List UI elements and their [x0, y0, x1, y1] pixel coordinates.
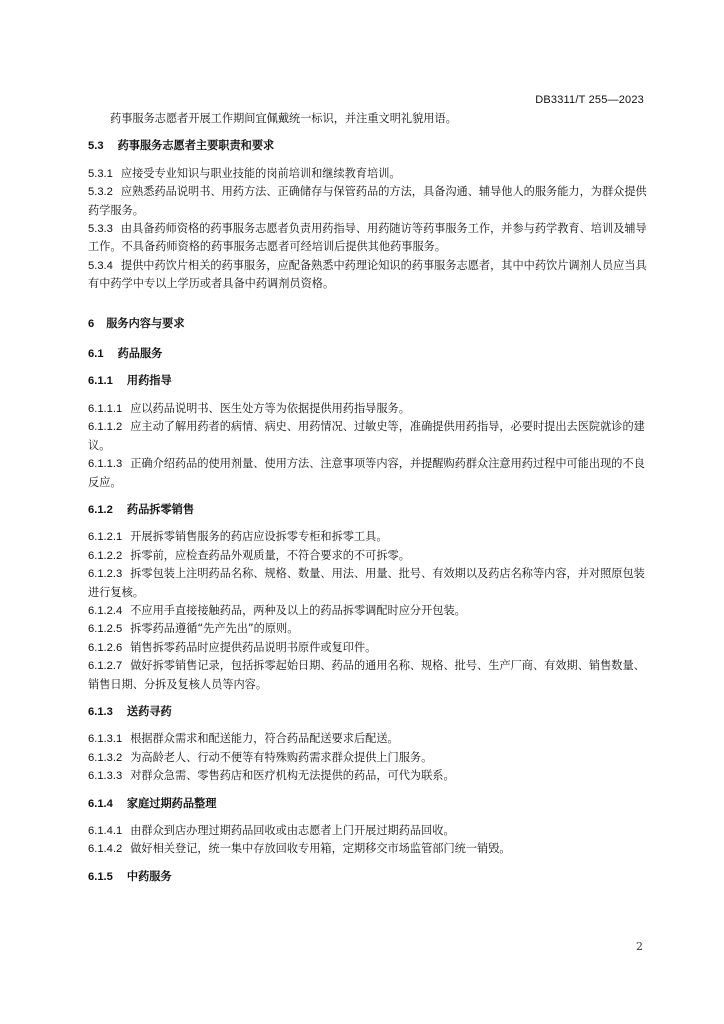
clause-text: 拆零包装上注明药品名称、规格、数量、用法、用量、批号、有效期以及药店名称等内容，并对照原包装进行复核。 [88, 567, 645, 599]
intro-paragraph: 药事服务志愿者开展工作期间宜佩戴统一标识，并注重文明礼貌用语。 [110, 112, 457, 125]
clause-number: 6.1.3.2 [88, 751, 123, 764]
clause-text: 正确介绍药品的使用剂量、使用方法、注意事项等内容，并提醒购药群众注意用药过程中可能出现的不良反应。 [88, 457, 645, 489]
clause-6-1-2-2 [88, 547, 656, 565]
chapter-6-heading [88, 315, 656, 333]
clause-text: 不应用手直接接触药品，两种及以上的药品拆零调配时应分开包装。 [130, 603, 466, 617]
clause-number: 6.1.2.2 [88, 549, 123, 562]
document-body [88, 110, 656, 886]
clause-number: 6.1.2.5 [88, 623, 123, 636]
clause-text: 为高龄老人、行动不便等有特殊购药需求群众提供上门服务。 [130, 750, 433, 764]
clause-5-3-2 [88, 183, 656, 220]
clause-text: 拆零前，应检查药品外观质量，不符合要求的不可拆零。 [130, 548, 410, 562]
clause-number: 6.1.2.4 [88, 604, 123, 617]
clause-text: 应熟悉药品说明书、用药方法、正确储存与保管药品的方法，具备沟通、辅导他人的服务能力，为群众提供药学服务。 [88, 185, 647, 217]
clause-number: 6.1.2.6 [88, 641, 123, 654]
section-6-1-2-heading [88, 501, 656, 519]
section-title: 中药服务 [126, 869, 172, 883]
section-6-1-4-heading [88, 795, 656, 813]
clause-text: 拆零药品遵循“先产先出”的原则。 [130, 622, 299, 636]
clause-number: 5.3.4 [88, 259, 113, 272]
clause-text: 做好拆零销售记录，包括拆零起始日期、药品的通用名称、规格、批号、生产厂商、有效期、销售数量、销售日期、分拆及复核人员等内容。 [88, 659, 645, 691]
section-number: 6.1.3 [88, 705, 113, 718]
clause-number: 6.1.4.2 [88, 843, 123, 856]
clause-text: 做好相关登记，统一集中存放回收专用箱，定期移交市场监管部门统一销毁。 [130, 842, 511, 856]
clause-6-1-2-7 [88, 657, 656, 694]
clause-number: 6.1.2.7 [88, 660, 123, 673]
section-title: 药品服务 [117, 347, 163, 361]
section-number: 5.3 [88, 140, 104, 153]
section-6-1-3-heading [88, 703, 656, 721]
clause-6-1-3-1 [88, 730, 656, 748]
clause-6-1-2-4 [88, 602, 656, 620]
clause-text: 提供中药饮片相关的药事服务，应配备熟悉中药理论知识的药事服务志愿者，其中中药饮片调剂人员应当具有中药学中专以上学历或者具备中药调剂员资格。 [88, 258, 647, 291]
section-6-1-5-heading [88, 868, 656, 886]
clause-6-1-2-1 [88, 528, 656, 546]
section-number: 6.1.1 [88, 375, 113, 388]
clause-6-1-3-3 [88, 767, 656, 785]
clause-number: 5.3.3 [88, 223, 113, 236]
clause-6-1-2-3 [88, 565, 656, 602]
clause-number: 6.1.2.3 [88, 568, 123, 581]
clause-text: 应接受专业知识与职业技能的岗前培训和继续教育培训。 [120, 166, 401, 180]
clause-number: 6.1.3.1 [88, 733, 123, 746]
clause-number: 5.3.1 [88, 167, 113, 180]
clause-text: 对群众急需、零售药店和医疗机构无法提供的药品，可代为联系。 [130, 769, 455, 783]
section-number: 6.1 [88, 348, 104, 361]
section-6-1-heading [88, 345, 656, 363]
clause-6-1-1-1 [88, 400, 656, 418]
clause-number: 5.3.2 [88, 186, 113, 199]
clause-number: 6.1.2.1 [88, 531, 123, 544]
clause-number: 6.1.1.1 [88, 402, 123, 415]
section-title: 送药寻药 [126, 704, 172, 718]
clause-number: 6.1.4.1 [88, 825, 123, 837]
clause-5-3-1 [88, 165, 656, 183]
document-code: DB3311/T 255—2023 [535, 94, 644, 106]
section-6-1-1-heading [88, 372, 656, 390]
clause-6-1-4-1 [88, 822, 656, 840]
chapter-number: 6 [88, 317, 95, 330]
section-number: 6.1.4 [88, 797, 113, 810]
clause-text: 应以药品说明书、医生处方等为依据提供用药指导服务。 [130, 401, 410, 415]
section-number: 6.1.5 [88, 870, 113, 883]
clause-number: 6.1.3.3 [88, 770, 123, 783]
clause-6-1-1-3 [88, 455, 656, 492]
clause-6-1-2-6 [88, 639, 656, 657]
clause-text: 开展拆零销售服务的药店应设拆零专柜和拆零工具。 [130, 530, 388, 544]
section-5-3-heading [88, 137, 656, 155]
section-title: 家庭过期药品整理 [126, 796, 217, 810]
section-title: 用药指导 [126, 374, 172, 388]
clause-text: 由群众到店办理过期药品回收或由志愿者上门开展过期药品回收。 [130, 824, 455, 837]
section-title: 药品拆零销售 [126, 502, 195, 516]
section-number: 6.1.2 [88, 503, 113, 516]
page-number: 2 [636, 940, 643, 953]
clause-6-1-2-5 [88, 620, 656, 638]
clause-number: 6.1.1.3 [88, 458, 123, 471]
clause-6-1-3-2 [88, 749, 656, 767]
section-title: 药事服务志愿者主要职责和要求 [117, 139, 275, 153]
chapter-title: 服务内容与要求 [106, 316, 185, 330]
clause-6-1-1-2 [88, 418, 656, 455]
clause-text: 销售拆零药品时应提供药品说明书原件或复印件。 [130, 640, 377, 654]
clause-6-1-4-2 [88, 840, 656, 858]
clause-text: 根据群众需求和配送能力，符合药品配送要求后配送。 [130, 732, 399, 746]
clause-number: 6.1.1.2 [88, 421, 123, 434]
clause-text: 由具备药师资格的药事服务志愿者负责用药指导、用药随访等药事服务工作，并参与药学教育、培训及辅导工作。不具备药师资格的药事服务志愿者可经培训后提供其他药事服务。 [88, 222, 647, 254]
clause-5-3-3 [88, 220, 656, 257]
clause-5-3-4 [88, 257, 656, 294]
clause-text: 应主动了解用药者的病情、病史、用药情况、过敏史等，准确提供用药指导，必要时提出去医院就诊的建议。 [88, 420, 645, 452]
